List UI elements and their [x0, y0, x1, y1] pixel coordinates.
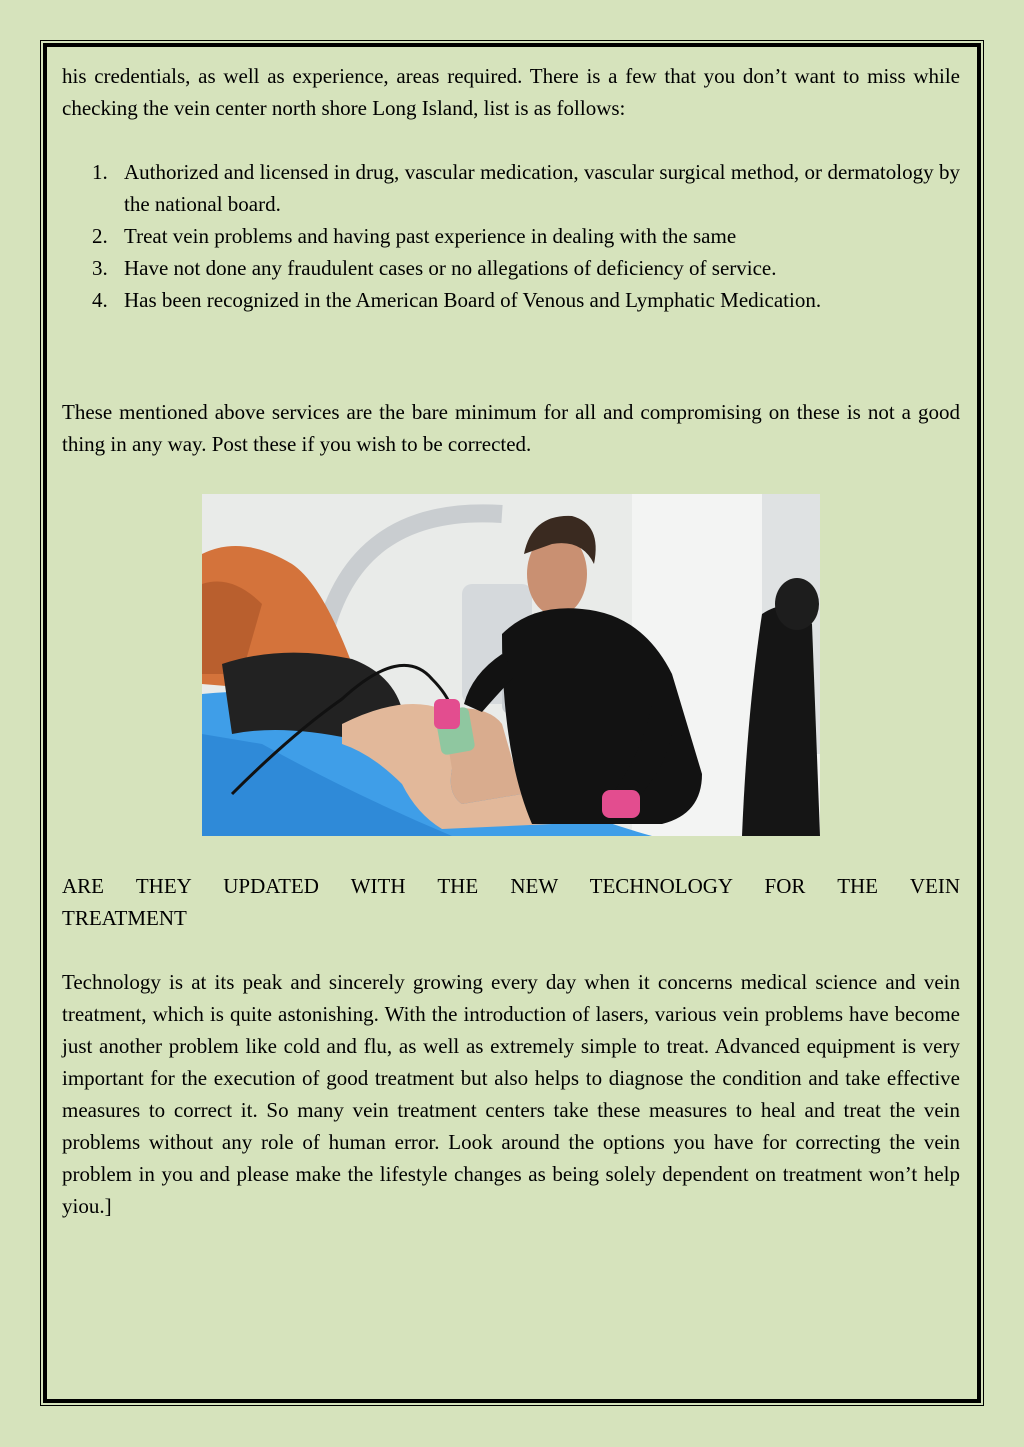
- list-item-text: Have not done any fraudulent cases or no allegations of deficiency of service.: [124, 256, 777, 280]
- summary-paragraph: These mentioned above services are the bare minimum for all and compromising on these is not a good thing in any way. Post these if you wish to be corrected.: [62, 400, 960, 456]
- list-item: [62, 284, 960, 316]
- list-number: 4.: [92, 288, 108, 312]
- section-heading-line1: ARE THEY UPDATED WITH THE NEW TECHNOLOGY FOR THE VEIN: [62, 874, 960, 898]
- document-content: [62, 60, 960, 1222]
- section-heading: [62, 870, 960, 934]
- list-item: [62, 156, 960, 220]
- list-number: 1.: [92, 160, 108, 184]
- list-number: 2.: [92, 224, 108, 248]
- list-item-text: Authorized and licensed in drug, vascular medication, vascular surgical method, or dermatology by the national board.: [124, 160, 960, 216]
- list-item: [62, 252, 960, 284]
- list-number: 3.: [92, 256, 108, 280]
- photo-illustration: [202, 494, 820, 836]
- list-item: [62, 220, 960, 252]
- section-heading-line2: TREATMENT: [62, 906, 187, 930]
- list-item-text: Has been recognized in the American Board of Venous and Lymphatic Medication.: [124, 288, 822, 312]
- vein-treatment-photo: [202, 494, 820, 836]
- intro-paragraph: his credentials, as well as experience, areas required. There is a few that you don’t want to miss while checking the vein center north shore Long Island, list is as follows:: [62, 64, 960, 120]
- requirements-list: [62, 156, 960, 316]
- list-item-text: Treat vein problems and having past experience in dealing with the same: [124, 224, 737, 248]
- body-paragraph: Technology is at its peak and sincerely growing every day when it concerns medical science and vein treatment, which is quite astonishing. With the introduction of lasers, various vein problems have become just another problem like cold and flu, as well as extremely simple to treat. Advanced equipment is very important for the execution of good treatment but also helps to diagnose the condition and take effective measures to correct it. So many vein treatment centers take these measures to heal and treat the vein problems without any role of human error. Look around the options you have for correcting the vein problem in you and please make the lifestyle changes as being solely dependent on treatment won’t help yiou.]: [62, 970, 960, 1218]
